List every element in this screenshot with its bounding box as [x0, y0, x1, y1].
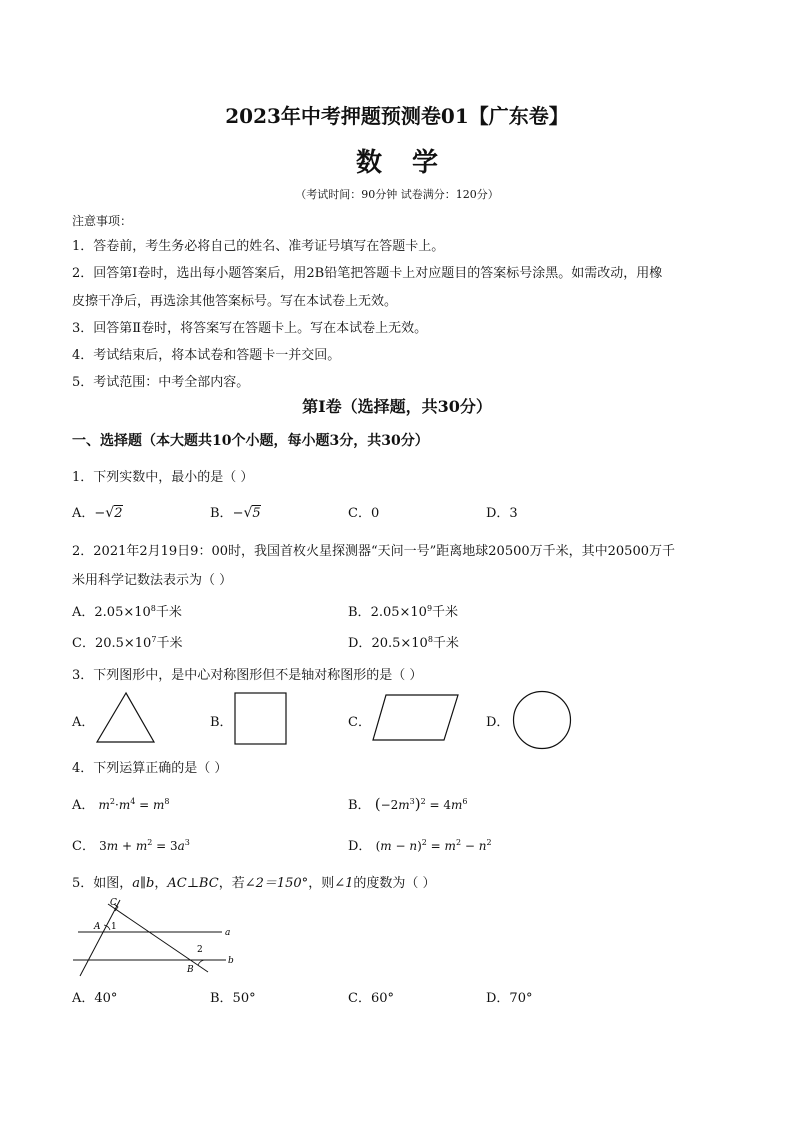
math-condition: ∠2＝150°	[244, 876, 309, 891]
exam-info: （考试时间：90分钟 试卷满分：120分）	[295, 188, 499, 201]
section-title: 一、选择题（本大题共10个小题，每小题3分，共30分）	[72, 433, 429, 449]
label-angle-2: 2	[197, 945, 203, 955]
label-c: C	[110, 898, 117, 908]
q1-option-a: A．−√2	[72, 505, 123, 521]
math-expression: $m^2\cdot m^4 = m^8$	[98, 797, 170, 812]
label-b-point: B	[187, 965, 194, 975]
notes-heading: 注意事项：	[72, 214, 133, 228]
triangle-figure	[96, 692, 156, 744]
q4-option-c: C． $3m + m^2 = 3a^3$	[72, 838, 190, 854]
square-figure	[234, 692, 288, 746]
q4-option-b: B． $(-2m^3)^2 = 4m^6$	[348, 795, 468, 813]
subject-title: 数学	[355, 148, 468, 178]
q5-option-d: D．70°	[486, 991, 533, 1006]
q1-option-b: B．−√5	[210, 505, 261, 521]
q1-option-c: C．0	[348, 506, 380, 521]
q3-option-c-label: C．	[348, 715, 371, 730]
math-expression: $(-2m^3)^2 = 4m^6$	[374, 795, 468, 813]
question-1-stem: 1．下列实数中，最小的是（ ）	[72, 470, 254, 485]
note-item: 4．考试结束后，将本试卷和答题卡一并交回。	[72, 348, 341, 363]
question-3-stem: 3．下列图形中，是中心对称图形但不是轴对称图形的是（ ）	[72, 668, 423, 683]
part-title: 第Ⅰ卷（选择题，共30分）	[302, 397, 492, 416]
q5-option-a: A．40°	[72, 991, 118, 1006]
math-expression: $3m + m^2 = 3a^3$	[99, 838, 190, 853]
line-cb-extended	[80, 900, 120, 976]
q4-option-a: A． $m^2\cdot m^4 = m^8$	[72, 797, 170, 813]
q3-option-d-label: D．	[486, 715, 510, 730]
label-line-b: b	[228, 956, 234, 966]
parallelogram-figure	[372, 694, 460, 742]
math-condition: a∥b	[132, 876, 155, 891]
q5-option-c: C．60°	[348, 991, 394, 1006]
note-item: 2．回答第Ⅰ卷时，选出每小题答案后，用2B铅笔把答题卡上对应题目的答案标号涂黑。如需改动，用橡	[72, 266, 663, 281]
q2-option-b: B．$2.05\times 10^9$千米	[348, 604, 459, 620]
q5-option-b: B．50°	[210, 991, 256, 1006]
math-expression: $(m - n)^2 = m^2 - n^2$	[375, 838, 492, 853]
document-title: 2023年中考押题预测卷01【广东卷】	[225, 104, 569, 128]
question-2-stem-cont: 米用科学记数法表示为（ ）	[72, 573, 233, 588]
angle-2-arc	[198, 960, 206, 965]
q3-option-b-label: B．	[210, 715, 233, 730]
line-cb	[108, 904, 208, 972]
note-item: 皮擦干净后，再选涂其他答案标号。写在本试卷上无效。	[72, 294, 398, 309]
note-item: 3．回答第Ⅱ卷时，将答案写在答题卡上。写在本试卷上无效。	[72, 321, 428, 336]
q2-option-c: C．$20.5\times 10^7$千米	[72, 635, 183, 651]
math-condition: AC⊥BC	[167, 876, 219, 891]
sqrt-sign: √	[105, 505, 115, 521]
label-a-point: A	[94, 922, 101, 932]
note-item: 1．答卷前，考生务必将自己的姓名、准考证号填写在答题卡上。	[72, 239, 445, 254]
sqrt-sign: √	[243, 505, 253, 521]
q3-option-a-label: A．	[72, 715, 95, 730]
q2-option-a: A．$2.05\times 10^8$千米	[72, 604, 182, 620]
label-line-a: a	[225, 928, 231, 938]
question-4-stem: 4．下列运算正确的是（ ）	[72, 761, 228, 776]
circle-figure	[512, 690, 572, 750]
parallel-lines-figure	[70, 894, 250, 980]
question-2-stem: 2．2021年2月19日9：00时，我国首枚火星探测器“天问一号”距离地球20500万千米，其中20500万千	[72, 544, 675, 559]
question-5-stem: 5．如图，a∥b，AC⊥BC，若∠2＝150°，则∠1的度数为（ ）	[72, 876, 436, 891]
q4-option-d: D． $(m - n)^2 = m^2 - n^2$	[348, 838, 492, 854]
label-angle-1: 1	[111, 922, 117, 932]
q1-option-d: D．3	[486, 506, 518, 521]
note-item: 5．考试范围：中考全部内容。	[72, 375, 250, 390]
q2-option-d: D．$20.5\times 10^8$千米	[348, 635, 459, 651]
math-condition: ∠1	[334, 876, 354, 891]
